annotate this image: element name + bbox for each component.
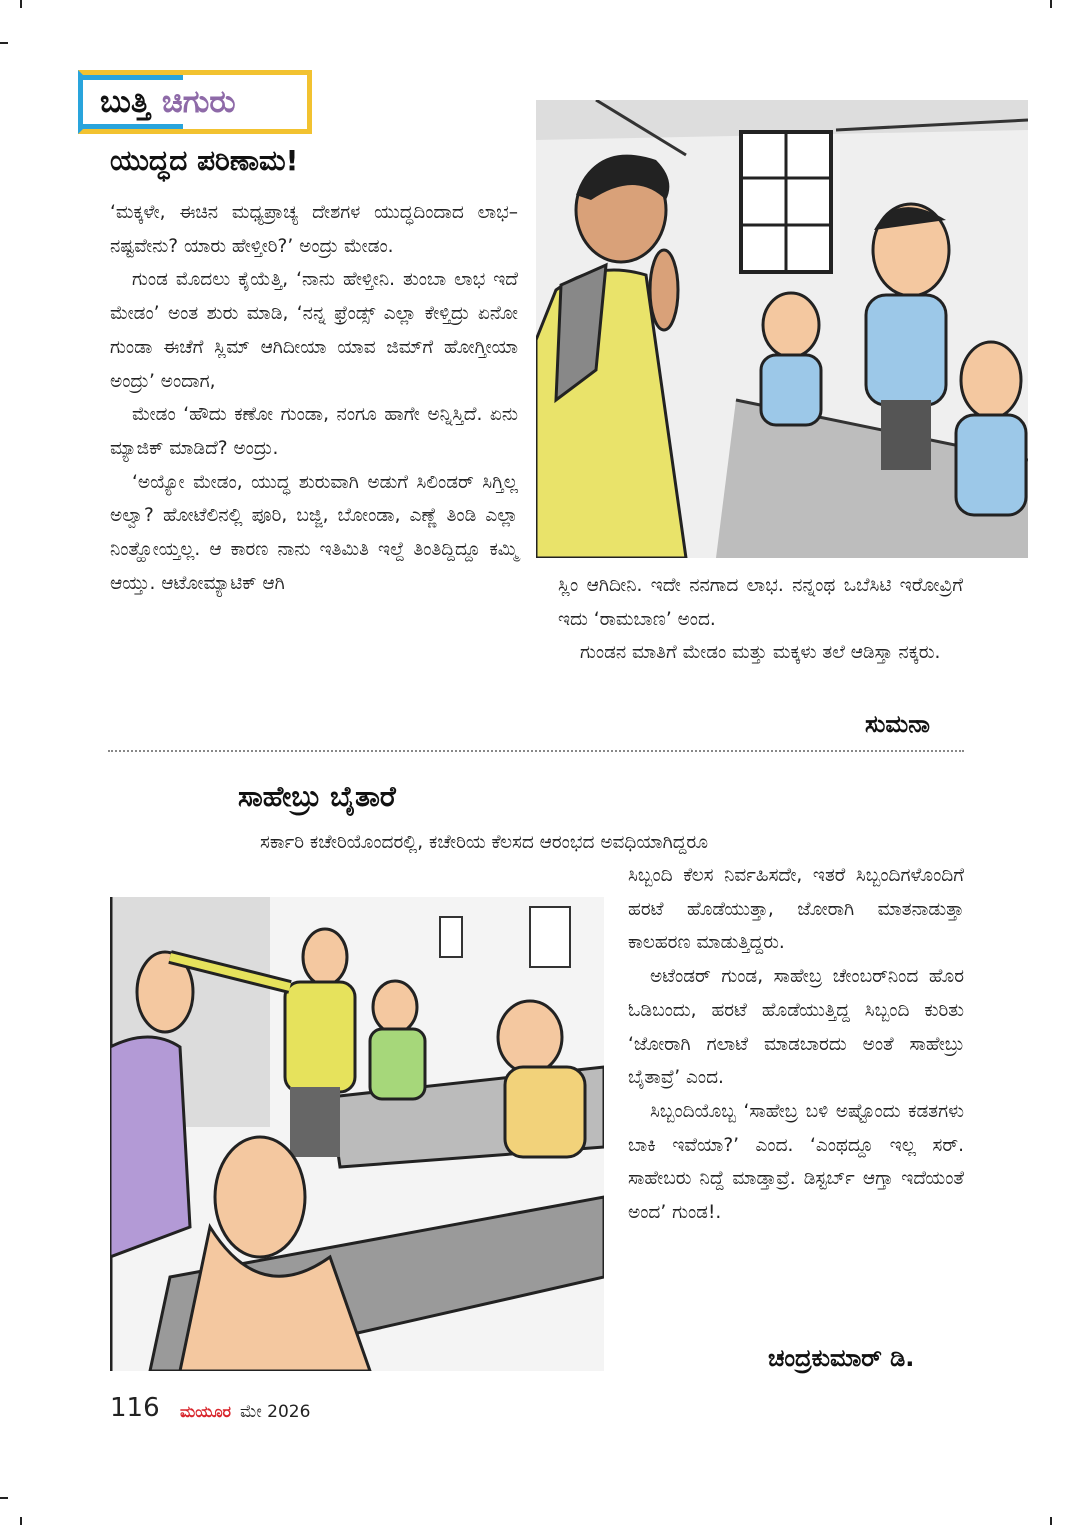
issue-date: ಮೇ 2026 xyxy=(240,1402,311,1422)
story1-right-column xyxy=(558,569,963,670)
story1-paragraph-1: ‘ಮಕ್ಕಳೇ, ಈಚಿನ ಮಧ್ಯಪ್ರಾಚ್ಯ ದೇಶಗಳ ಯುದ್ಧದಿಂದಾದ ಲಾಭ– ನಷ್ಟವೇನು? ಯಾರು ಹೇಳ್ತೀರಿ?’ ಅಂದ್ರು ಮೇಡಂ. xyxy=(110,202,518,257)
header-accent-bottom xyxy=(83,124,183,129)
crop-mark xyxy=(0,42,8,44)
story1-paragraph-5: ಸ್ಲಿಂ ಆಗಿದೀನಿ. ಇದೇ ನನಗಾದ ಲಾಭ. ನನ್ನಂಥ ಒಬೆಸಿಟಿ ಇರೋವ್ರಿಗೆ ಇದು ‘ರಾಮಬಾಣ’ ಅಂದ. xyxy=(558,575,963,630)
story2-title: ಸಾಹೇಬ್ರು ಬೈತಾರೆ xyxy=(238,780,396,813)
story2-paragraph-1: ಸಿಬ್ಬಂದಿ ಕೆಲಸ ನಿರ್ವಹಿಸದೇ, ಇತರೆ ಸಿಬ್ಬಂದಿಗಳೊಂದಿಗೆ ಹರಟೆ ಹೊಡೆಯುತ್ತಾ, ಜೋರಾಗಿ ಮಾತನಾಡುತ್ತಾ ಕಾಲಹರಣ ಮಾಡುತ್ತಿದ್ದರು. xyxy=(628,865,964,954)
story1-left-column xyxy=(110,196,518,600)
story2-column xyxy=(628,859,964,1230)
section-word-1: ಬುತ್ತಿ xyxy=(100,83,150,120)
crop-mark xyxy=(20,1517,22,1525)
story2-author: ಚಂದ್ರಕುಮಾರ್ ಡಿ. xyxy=(768,1344,915,1372)
classroom-cartoon xyxy=(536,100,1028,558)
story-divider xyxy=(108,750,964,752)
story2-paragraph-2: ಅಟೆಂಡರ್ ಗುಂಡ, ಸಾಹೇಬ್ರ ಚೇಂಬರ್‌ನಿಂದ ಹೊರ ಓಡಿಬಂದು, ಹರಟೆ ಹೊಡೆಯುತ್ತಿದ್ದ ಸಿಬ್ಬಂದಿ ಕುರಿತು ‘ಜೋರಾಗಿ ಗಲಾಟೆ ಮಾಡಬಾರದು ಅಂತೆ ಸಾಹೇಬ್ರು ಬೈತಾವ್ರೆ’ ಎಂದ. xyxy=(628,966,964,1089)
story2-illustration xyxy=(110,897,604,1371)
magazine-logo: ಮಯೂರ xyxy=(180,1402,232,1421)
header-accent-top xyxy=(83,75,183,80)
story2-intro-line xyxy=(238,826,964,860)
story1-paragraph-6: ಗುಂಡನ ಮಾತಿಗೆ ಮೇಡಂ ಮತ್ತು ಮಕ್ಕಳು ತಲೆ ಆಡಿಸ್ತಾ ನಕ್ಕರು. xyxy=(580,642,941,664)
section-word-2: ಚಿಗುರು xyxy=(161,83,236,120)
story2-paragraph-3: ಸಿಬ್ಬಂದಿಯೊಬ್ಬ ‘ಸಾಹೇಬ್ರ ಬಳಿ ಅಷ್ಟೊಂದು ಕಡತಗಳು ಬಾಕಿ ಇವೆಯಾ?’ ಎಂದ. ‘ಎಂಥದ್ದೂ ಇಲ್ಲ ಸರ್. ಸಾಹೇಬರು ನಿದ್ದೆ ಮಾಡ್ತಾವ್ರೆ. ಡಿಸ್ಟರ್ಬ್ ಆಗ್ತಾ ಇದೆಯಂತೆ ಅಂದ’ ಗುಂಡ!. xyxy=(628,1100,964,1224)
page-number: 116 xyxy=(110,1393,160,1423)
story2-intro: ಸರ್ಕಾರಿ ಕಚೇರಿಯೊಂದರಲ್ಲಿ, ಕಚೇರಿಯ ಕೆಲಸದ ಆರಂಭದ ಅವಧಿಯಾಗಿದ್ದರೂ xyxy=(260,832,709,853)
story1-illustration xyxy=(536,100,1028,558)
crop-mark xyxy=(1050,0,1052,8)
section-header xyxy=(78,70,312,134)
crop-mark xyxy=(20,0,22,8)
crop-mark xyxy=(1050,1517,1052,1525)
story1-title: ಯುದ್ಧದ ಪರಿಣಾಮ! xyxy=(110,144,299,177)
story1-paragraph-2: ಗುಂಡ ಮೊದಲು ಕೈಯೆತ್ತಿ, ‘ನಾನು ಹೇಳ್ತೀನಿ. ತುಂಬಾ ಲಾಭ ಇದೆ ಮೇಡಂ’ ಅಂತ ಶುರು ಮಾಡಿ, ‘ನನ್ನ ಫ್ರೆಂಡ್ಸ್ ಎಲ್ಲಾ ಕೇಳ್ತಿದ್ರು ಏನೋ ಗುಂಡಾ ಈಚೆಗೆ ಸ್ಲಿಮ್ ಆಗಿದೀಯಾ ಯಾವ ಜಿಮ್‌ಗೆ ಹೋಗ್ತೀಯಾ ಅಂದ್ರು’ ಅಂದಾಗ, xyxy=(110,269,518,392)
office-cartoon xyxy=(110,897,604,1371)
story1-paragraph-3: ಮೇಡಂ ‘ಹೌದು ಕಣೋ ಗುಂಡಾ, ನಂಗೂ ಹಾಗೇ ಅನ್ನಿಸ್ತಿದೆ. ಏನು ಮ್ಯಾಜಿಕ್ ಮಾಡಿದೆ? ಅಂದ್ರು. xyxy=(110,404,518,459)
story1-paragraph-4: ‘ಅಯ್ಯೋ ಮೇಡಂ, ಯುದ್ಧ ಶುರುವಾಗಿ ಅಡುಗೆ ಸಿಲಿಂಡರ್ ಸಿಗ್ತಿಲ್ಲ ಅಲ್ವಾ? ಹೋಟೆಲಿನಲ್ಲಿ ಪೂರಿ, ಬಜ್ಜಿ, ಬೋಂಡಾ, ಎಣ್ಣೆ ತಿಂಡಿ ಎಲ್ಲಾ ನಿಂತ್ಹೋಯ್ತಲ್ಲ. ಆ ಕಾರಣ ನಾನು ಇತಿಮಿತಿ ಇಲ್ದೆ ತಿಂತಿದ್ದಿದ್ದೂ ಕಮ್ಮಿ ಆಯ್ತು. ಆಟೋಮ್ಯಾಟಿಕ್ ಆಗಿ xyxy=(110,471,518,594)
crop-mark xyxy=(0,1497,8,1499)
story1-author: ಸುಮನಾ xyxy=(865,710,931,738)
